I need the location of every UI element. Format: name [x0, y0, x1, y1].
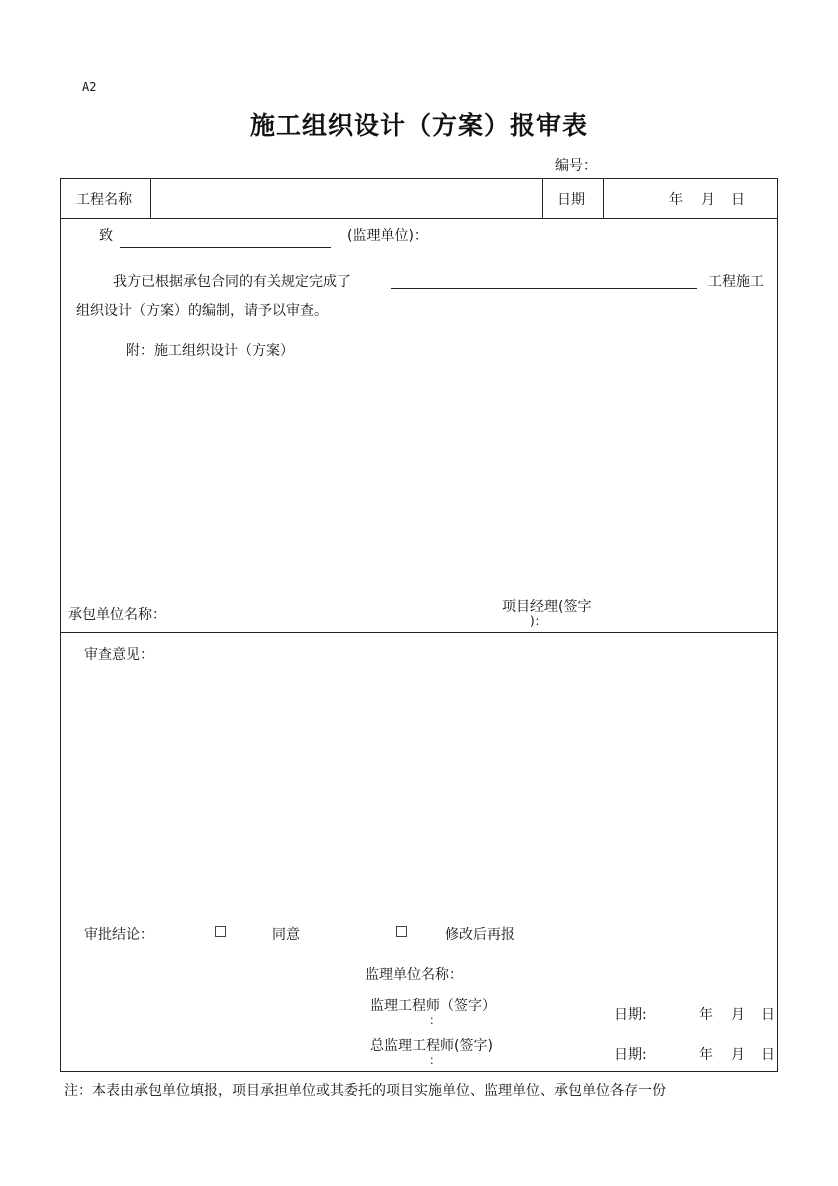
- body-line-1-suffix: 工程施工: [708, 274, 764, 290]
- pm-signature-label: 项目经理(签字: [502, 599, 592, 615]
- chief-date-label: 日期:: [614, 1047, 647, 1063]
- agree-checkbox[interactable]: [215, 926, 226, 937]
- agree-option-label: 同意: [272, 927, 300, 943]
- supervisor-unit-suffix: (监理单位)：: [347, 228, 428, 244]
- header-divider-1: [150, 178, 151, 218]
- resubmit-checkbox[interactable]: [396, 926, 407, 937]
- project-blank[interactable]: [391, 288, 697, 289]
- conclusion-label: 审批结论：: [84, 927, 154, 943]
- section-divider: [60, 632, 778, 633]
- resubmit-option-label: 修改后再报: [445, 927, 515, 943]
- date-label: 日期: [557, 192, 585, 208]
- supervisor-unit-blank[interactable]: [120, 247, 331, 248]
- chief-signature-colon: ：: [429, 1053, 442, 1067]
- to-label: 致: [99, 228, 113, 244]
- review-opinion-label: 审查意见：: [84, 647, 154, 663]
- header-day: 日: [731, 192, 745, 208]
- header-month: 月: [701, 192, 715, 208]
- body-line-2: 组织设计（方案）的编制，请予以审查。: [76, 303, 328, 319]
- page-title: 施工组织设计（方案）报审表: [249, 111, 588, 140]
- supervisor-unit-name-label: 监理单位名称：: [365, 967, 463, 983]
- header-row-divider: [60, 218, 778, 219]
- engineer-date-year: 年: [699, 1007, 713, 1023]
- footnote: 注：本表由承包单位填报，项目承担单位或其委托的项目实施单位、监理单位、承包单位各存一份: [64, 1083, 666, 1099]
- project-name-field[interactable]: [152, 180, 540, 216]
- chief-date-year: 年: [699, 1047, 713, 1063]
- engineer-date-day: 日: [761, 1007, 775, 1023]
- engineer-date-label: 日期:: [614, 1007, 647, 1023]
- attachment-text: 附：施工组织设计（方案）: [126, 343, 294, 359]
- project-name-label: 工程名称: [76, 192, 132, 208]
- chief-date-month: 月: [731, 1047, 745, 1063]
- engineer-date-month: 月: [731, 1007, 745, 1023]
- pm-signature-colon: )：: [530, 614, 547, 628]
- date-field[interactable]: [605, 180, 777, 216]
- body-line-1: 我方已根据承包合同的有关规定完成了: [113, 274, 351, 290]
- form-code: A2: [82, 80, 97, 94]
- engineer-signature-label: 监理工程师（签字）: [370, 998, 496, 1014]
- chief-date-day: 日: [761, 1047, 775, 1063]
- engineer-signature-colon: ：: [429, 1013, 442, 1027]
- contractor-name-label: 承包单位名称：: [68, 607, 166, 623]
- serial-number-label: 编号：: [555, 158, 597, 174]
- chief-signature-label: 总监理工程师(签字): [370, 1038, 493, 1054]
- header-divider-2: [542, 178, 543, 218]
- header-divider-3: [603, 178, 604, 218]
- header-year: 年: [669, 192, 683, 208]
